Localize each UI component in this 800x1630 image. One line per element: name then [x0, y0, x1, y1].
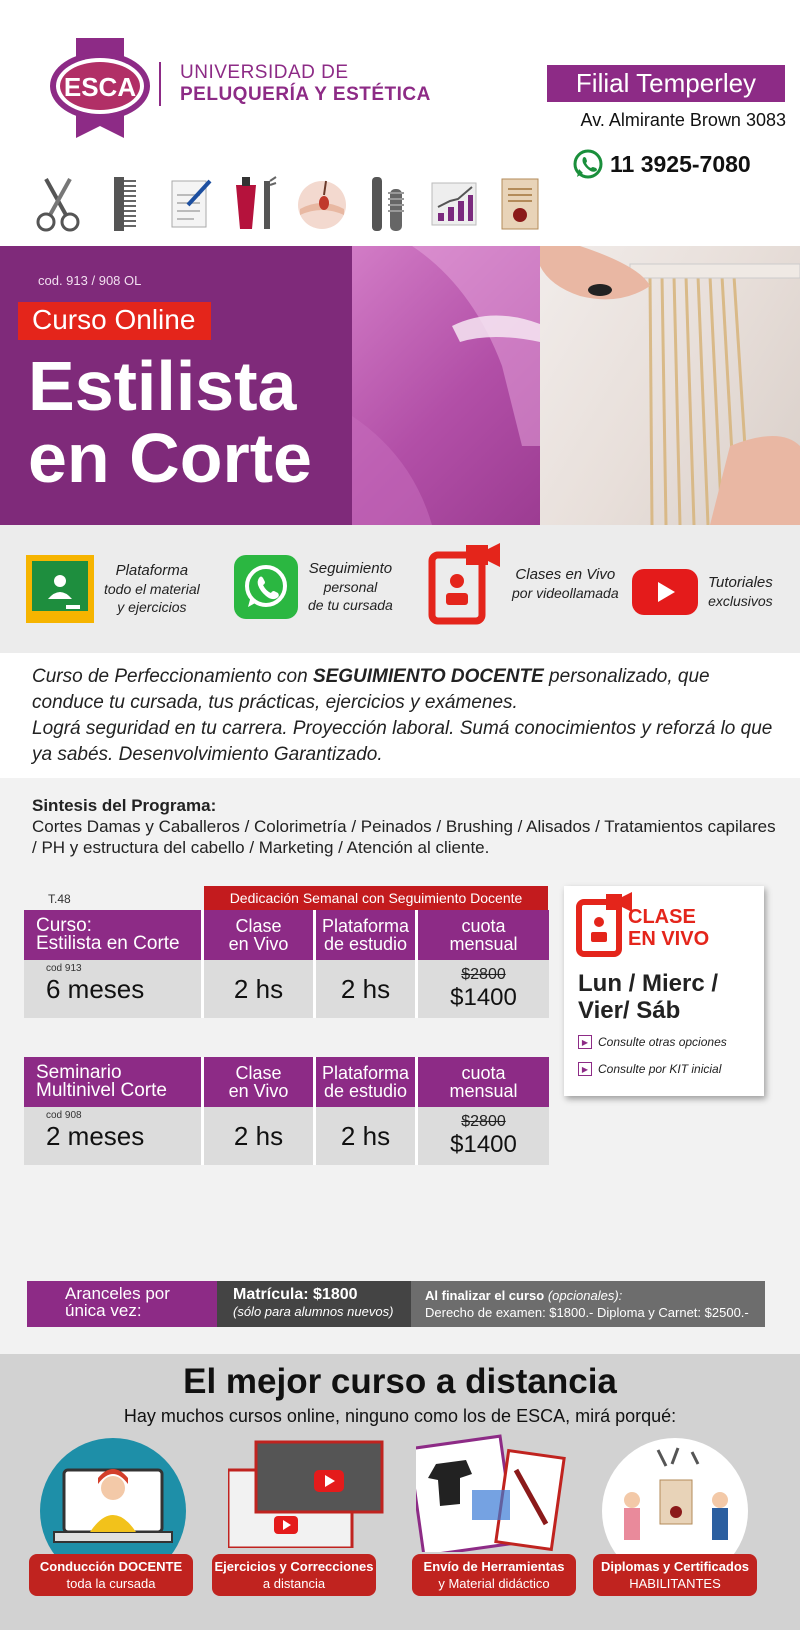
features-band	[0, 525, 800, 653]
feature-live	[428, 543, 619, 625]
feature-tutorials	[632, 569, 773, 615]
course-table	[24, 910, 549, 1018]
hero-banner	[0, 246, 800, 525]
fees-label: Aranceles por única vez:	[27, 1281, 217, 1327]
syllabus-body: Cortes Damas y Caballeros / Colorimetría / Peinados / Brushing / Alisados / Tratamientos capilares / PH y estructura del cabello / Marketing / Atención al cliente.	[32, 817, 776, 857]
syllabus	[32, 795, 784, 858]
classroom-icon	[26, 555, 94, 623]
whatsapp-icon	[234, 555, 298, 619]
logo-divider	[159, 62, 161, 106]
course-title-line1: Estilista	[28, 347, 297, 425]
online-course-tag: Curso Online	[18, 302, 211, 340]
play-icon: ▶	[578, 1035, 592, 1049]
live-class-days: Lun / Mierc / Vier/ Sáb	[578, 970, 719, 1024]
play-icon: ▶	[578, 1062, 592, 1076]
feature-whatsapp-text: Seguimiento personal de tu cursada	[308, 560, 393, 613]
feature-tutorials-text: Tutoriales exclusivos	[708, 574, 773, 609]
intro-text	[32, 664, 784, 768]
table-code: T.48	[48, 892, 71, 906]
course-title-line2: en Corte	[28, 419, 312, 497]
benefit-diplomas: Diplomas y Certificados HABILITANTES	[593, 1554, 757, 1596]
completion-fees: Al finalizar el curso (opcionales): Derecho de examen: $1800.- Diploma y Carnet: $2500.-	[411, 1281, 765, 1327]
comb-icon	[98, 175, 150, 233]
other-options-link[interactable]: ▶ Consulte otras opciones	[578, 1035, 727, 1049]
scissors-icon	[32, 175, 84, 233]
video-call-icon	[428, 543, 502, 625]
chart-icon	[428, 175, 480, 233]
benefit-tools: Envío de Herramientas y Material didáctico	[412, 1554, 576, 1596]
table-row: cod 913 6 meses 2 hs 2 hs $2800 $1400	[24, 960, 549, 1018]
table-header: Curso: Estilista en Corte Clase en Vivo Plataforma de estudio cuota mensual	[24, 910, 549, 960]
syllabus-title: Sintesis del Programa:	[32, 796, 217, 815]
hero-photo-cutting	[352, 246, 540, 525]
fees-bar	[27, 1281, 765, 1327]
branch-name: Filial Temperley	[547, 65, 785, 102]
teacher-laptop-icon	[40, 1438, 186, 1564]
live-class-title: CLASE EN VIVO	[628, 906, 710, 950]
logo-line2: PELUQUERÍA Y ESTÉTICA	[180, 84, 431, 105]
enrollment-fee: Matrícula: $1800 (sólo para alumnos nuevos)	[217, 1281, 411, 1327]
esca-logo	[48, 38, 152, 140]
feature-platform	[26, 555, 200, 623]
benefit-exercises: Ejercicios y Correcciones a distancia	[212, 1554, 376, 1596]
exercises-video-icon	[228, 1440, 384, 1548]
diploma-certificate-icon	[602, 1438, 748, 1564]
table-header: Seminario Multinivel Corte Clase en Vivo Plataforma de estudio cuota mensual	[24, 1057, 549, 1107]
feature-live-text: Clases en Vivo por videollamada	[512, 566, 619, 601]
notepad-icon	[164, 175, 216, 233]
phone-link[interactable]	[572, 148, 751, 180]
logo-line1: UNIVERSIDAD DE	[180, 62, 349, 83]
kit-inquiry-link[interactable]: ▶ Consulte por KIT inicial	[578, 1062, 721, 1076]
benefit-teacher: Conducción DOCENTE toda la cursada	[29, 1554, 193, 1596]
intro-paragraph-1: Curso de Perfeccionamiento con SEGUIMIENTO DOCENTE personalizado, que conduce tu cursada, tus prácticas, ejercicios y exámenes.	[32, 666, 710, 713]
hero-photo-hair	[540, 246, 800, 525]
feature-whatsapp	[234, 555, 393, 619]
course-title	[28, 347, 312, 497]
feature-platform-text: Plataforma todo el material y ejercicios	[104, 562, 200, 615]
svg-text:ESCA: ESCA	[63, 72, 137, 102]
benefits-title: El mejor curso a distancia	[183, 1362, 617, 1401]
intro-paragraph-2: Lográ seguridad en tu carrera. Proyección laboral. Sumá conocimientos y reforzá lo que ya sabés. Desenvolvimiento Garantizado.	[32, 718, 773, 765]
phone-number: 11 3925-7080	[610, 150, 751, 177]
tool-icons-row	[32, 175, 546, 233]
hair-follicle-icon	[296, 175, 348, 233]
certificate-icon	[494, 175, 546, 233]
seminar-table	[24, 1057, 549, 1165]
benefits-subtitle: Hay muchos cursos online, ninguno como los de ESCA, mirá porqué:	[123, 1406, 677, 1426]
course-code: cod. 913 / 908 OL	[38, 273, 142, 288]
dye-tube-icon	[230, 175, 282, 233]
dedication-header: Dedicación Semanal con Seguimiento Docente	[204, 886, 548, 910]
youtube-icon	[632, 569, 698, 615]
whatsapp-icon	[572, 148, 604, 180]
branch-address: Av. Almirante Brown 3083	[580, 110, 786, 130]
tools-kit-icon	[416, 1434, 572, 1552]
brush-icon	[362, 175, 414, 233]
table-row: cod 908 2 meses 2 hs 2 hs $2800 $1400	[24, 1107, 549, 1165]
